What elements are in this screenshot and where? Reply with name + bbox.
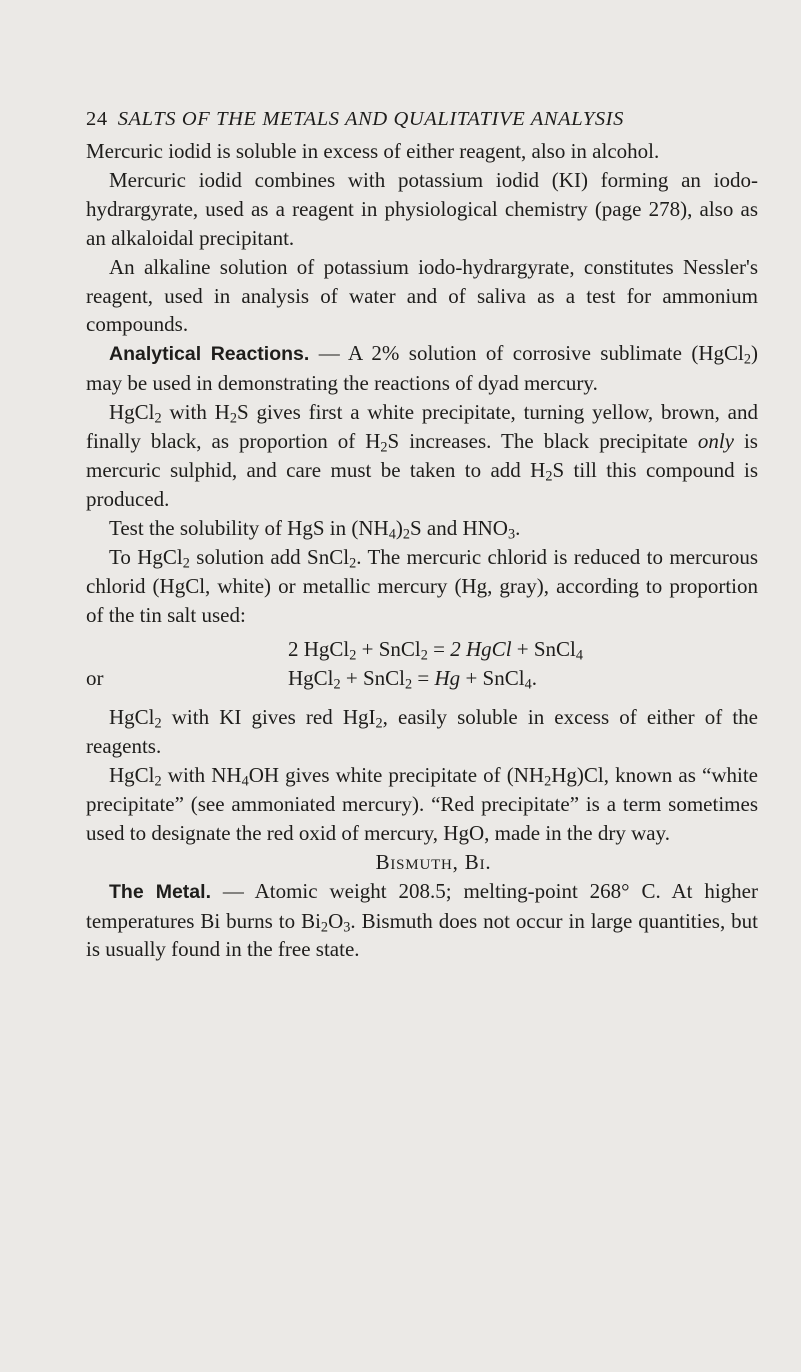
equation-1: 2 HgCl$_2$ + SnCl$_2$ = 2 HgCl + SnCl$_4$ [288, 637, 584, 664]
paragraph-hgs-solubility: Test the solubility of HgS in $(NH_4)_2S$ and $HNO_3$. [109, 515, 521, 543]
page-body [86, 137, 758, 964]
run-in-heading: Analytical Reactions. [109, 343, 310, 366]
section-title: Bismuth, Bi. [375, 849, 492, 874]
running-title: SALTS OF THE METALS AND QUALITATIVE ANALYSIS [117, 108, 624, 130]
paragraph-h2s-reaction: HgCl$_2$ with $H_2S$ gives first a white precipitate, turning yellow, brown, and finally black, as proportion of $H_2S$ increases. The black precipitate only is mercuric sulphid, and care must be taken to add $H_2S$ till this compound is produced. [86, 400, 759, 511]
paragraph-sncl2-reaction: To HgCl$_2$ solution add SnCl$_2$. The mercuric chlorid is reduced to mercurous chlorid (HgCl, white) or metallic mercury (Hg, gray), according to proportion of the tin salt used: [86, 544, 758, 627]
run-in-heading: The Metal. [109, 880, 211, 903]
page-header [86, 108, 726, 131]
page-number: 24 [86, 108, 108, 130]
paragraph-iodid-solubility: Mercuric iodid is soluble in excess of either reagent, also in alcohol. [86, 139, 660, 163]
paragraph-the-metal: The Metal. — Atomic weight 208.5; melting-point 268° C. At higher temperatures Bi burns to $Bi_2O_3$. Bismuth does not occur in large quantities, but is usually found in the free state. [86, 878, 758, 962]
paragraph-nesslers-reagent: An alkaline solution of potassium iodo-hydrargyrate, constitutes Nessler's reagent, used in analysis of water and of saliva as a test for ammonium compounds. [86, 254, 758, 337]
equation-2: or HgCl$_2$ + SnCl$_2$ = Hg + SnCl$_4$. [86, 666, 537, 693]
paragraph-nh4oh-reaction: HgCl$_2$ with $NH_4OH$ gives white precipitate of $(NH_2Hg)Cl$, known as “white precipitate” (see ammoniated mercury). “Red precipitate” is a term sometimes used to designate the red oxid of mercury, HgO, made in the dry way. [86, 763, 758, 845]
paragraph-iodo-hydrargyrate: Mercuric iodid combines with potassium iodid (KI) forming an iodo-hydrargyrate, used as a reagent in physiological chemistry (page 278), also as an alkaloidal precipitant. [86, 167, 758, 250]
paragraph-analytical-reactions: Analytical Reactions. — A 2% solution of corrosive sublimate (HgCl$_2$) may be used in demonstrating the reactions of dyad mercury. [86, 341, 758, 396]
paragraph-ki-reaction: HgCl$_2$ with KI gives red HgI$_2$, easily soluble in excess of either of the reagents. [86, 705, 758, 759]
